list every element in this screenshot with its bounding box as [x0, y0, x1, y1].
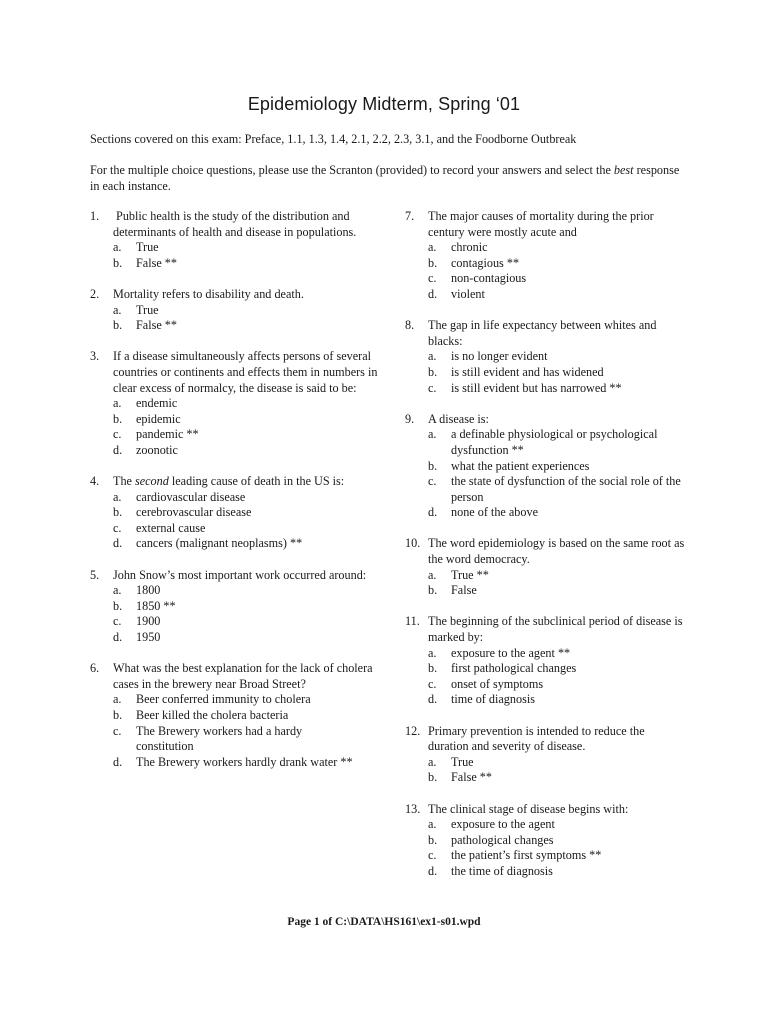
option-letter: c. [428, 380, 437, 395]
option-text: time of diagnosis [451, 692, 535, 707]
option-c [113, 614, 378, 630]
option-text: True [136, 302, 159, 317]
option-letter: c. [428, 474, 437, 489]
option-b [113, 599, 378, 615]
option-letter: b. [113, 318, 123, 333]
option-letter: c. [113, 520, 122, 535]
option-letter: d. [113, 442, 123, 457]
option-a [113, 583, 378, 599]
question-13 [405, 802, 687, 880]
option-letter: a. [428, 567, 437, 582]
question-text: The word epidemiology is based on the same root as the word democracy. [428, 536, 685, 567]
option-d [428, 287, 687, 303]
question-number: 2. [90, 286, 100, 301]
instructions-text-before: For the multiple choice questions, please use the Scranton (provided) to record your answers and select the [90, 163, 614, 177]
option-text: The Brewery workers had a hardy constitution [136, 723, 303, 754]
option-text: The Brewery workers hardly drank water ** [136, 754, 353, 769]
right-question-column [405, 209, 687, 895]
question-text: What was the best explanation for the lack of cholera cases in the brewery near Broad Street? [113, 661, 373, 691]
instructions-emphasis: best [613, 163, 634, 177]
option-letter: a. [428, 349, 437, 364]
question-text: Public health is the study of the distribution and determinants of health and disease in populations. [113, 209, 357, 239]
question-number: 5. [90, 567, 100, 582]
question-text-after: leading cause of death in the US is: [168, 474, 345, 489]
option-letter: a. [428, 754, 437, 769]
option-letter: d. [113, 536, 123, 551]
option-letter: d. [113, 630, 123, 645]
option-letter: a. [428, 645, 437, 660]
option-text: False ** [136, 318, 177, 333]
option-b [113, 505, 378, 521]
option-text: cancers (malignant neoplasms) ** [136, 536, 303, 551]
option-b [113, 318, 378, 334]
option-letter: a. [113, 240, 122, 255]
question-number: 1. [90, 209, 100, 223]
option-letter: b. [113, 598, 123, 613]
option-letter: d. [428, 286, 438, 301]
question-text: The gap in life expectancy between whites and blacks: [428, 318, 657, 348]
question-number: 4. [90, 474, 100, 489]
option-text: True ** [451, 567, 489, 582]
option-letter: c. [428, 271, 437, 286]
question-number: 11. [405, 614, 420, 629]
instructions-text-after: response in each instance. [90, 163, 680, 193]
option-letter: a. [113, 692, 122, 707]
option-b [428, 256, 687, 272]
option-c [428, 848, 687, 864]
option-text: zoonotic [136, 442, 178, 457]
option-letter: b. [113, 255, 123, 270]
option-a [113, 490, 378, 506]
option-c [428, 271, 687, 287]
option-letter: a. [428, 817, 437, 832]
option-letter: c. [113, 723, 122, 738]
question-text: The clinical stage of disease begins with: [428, 801, 629, 816]
option-text: Beer killed the cholera bacteria [136, 708, 289, 722]
option-letter: a. [113, 302, 122, 317]
option-text: first pathological changes [451, 661, 577, 676]
question-2 [90, 287, 378, 334]
sections-covered-text: Sections covered on this exam: Preface, 1.1, 1.3, 1.4, 2.1, 2.2, 2.3, 3.1, and the Foodborne Outbreak [90, 132, 577, 146]
option-b [428, 459, 687, 475]
option-text: is still evident but has narrowed ** [451, 380, 622, 395]
option-text: violent [451, 286, 485, 301]
option-text: external cause [136, 520, 206, 535]
option-a [428, 755, 687, 771]
option-text: the patient’s first symptoms ** [451, 848, 602, 863]
option-text: Beer conferred immunity to cholera [136, 692, 311, 707]
option-text: False [451, 583, 477, 598]
question-number: 8. [405, 318, 415, 333]
option-c [428, 474, 687, 505]
option-a [428, 427, 687, 458]
question-number: 13. [405, 801, 421, 816]
option-letter: b. [428, 770, 438, 785]
option-c [428, 677, 687, 693]
option-text: a definable physiological or psychological dysfunction ** [451, 427, 658, 457]
option-letter: a. [428, 240, 437, 255]
option-text: cardiovascular disease [136, 489, 246, 504]
option-b [113, 708, 378, 724]
option-letter: b. [113, 708, 123, 722]
option-letter: d. [428, 692, 438, 707]
option-d [113, 536, 378, 552]
question-number: 7. [405, 209, 415, 223]
option-text: chronic [451, 240, 488, 255]
question-text: The major causes of mortality during the prior century were mostly acute and [428, 209, 654, 239]
question-1 [90, 209, 378, 271]
option-a [113, 303, 378, 319]
option-a [428, 240, 687, 256]
option-a [428, 817, 687, 833]
option-text: False ** [451, 770, 492, 785]
option-letter: b. [428, 583, 438, 598]
option-text: True [451, 754, 474, 769]
option-b [428, 833, 687, 849]
option-letter: a. [113, 489, 122, 504]
option-text: 1850 ** [136, 598, 176, 613]
question-text: The beginning of the subclinical period of disease is marked by: [428, 614, 683, 645]
question-8 [405, 318, 687, 396]
option-letter: d. [113, 754, 123, 769]
option-text: epidemic [136, 411, 181, 426]
question-number: 10. [405, 536, 421, 551]
option-c [113, 724, 378, 755]
option-d [113, 443, 378, 459]
option-text: the state of dysfunction of the social role of the person [451, 474, 681, 504]
question-5 [90, 568, 378, 646]
question-6 [90, 661, 378, 770]
option-text: is still evident and has widened [451, 364, 604, 379]
option-letter: b. [428, 255, 438, 270]
option-letter: c. [113, 427, 122, 442]
option-a [428, 568, 687, 584]
option-d [113, 630, 378, 646]
option-letter: c. [428, 848, 437, 863]
option-a [113, 396, 378, 412]
option-text: True [136, 240, 159, 255]
option-c [113, 521, 378, 537]
page-footer: Page 1 of C:\DATA\HS161\ex1-s01.wpd [287, 916, 481, 928]
question-number: 12. [405, 723, 421, 738]
option-text: none of the above [451, 505, 538, 520]
question-9 [405, 412, 687, 521]
left-question-column [90, 209, 378, 786]
option-letter: c. [113, 614, 122, 629]
option-letter: a. [113, 583, 122, 598]
exam-title: Epidemiology Midterm, Spring ‘01 [247, 94, 521, 114]
question-text [113, 474, 378, 490]
option-text: non-contagious [451, 271, 527, 286]
option-c [428, 381, 687, 397]
question-4 [90, 474, 378, 552]
option-text: False ** [136, 255, 177, 270]
question-10 [405, 536, 687, 598]
option-letter: d. [428, 863, 438, 878]
option-text: 1800 [136, 583, 161, 598]
question-text-before: The [113, 474, 135, 489]
option-a [113, 240, 378, 256]
option-b [428, 661, 687, 677]
option-b [113, 412, 378, 428]
option-text: what the patient experiences [451, 458, 590, 473]
option-letter: c. [428, 676, 437, 691]
option-letter: b. [113, 505, 123, 520]
option-b [113, 256, 378, 272]
option-d [428, 692, 687, 708]
option-c [113, 427, 378, 443]
question-number: 3. [90, 349, 100, 364]
option-letter: a. [113, 396, 122, 411]
question-7 [405, 209, 687, 303]
option-letter: b. [428, 832, 438, 847]
multiple-choice-instructions [90, 163, 680, 194]
option-a [428, 349, 687, 365]
option-text: 1900 [136, 614, 161, 629]
question-text: If a disease simultaneously affects persons of several countries or continents and effects them in numbers in clear excess of normalcy, the disease is said to be: [113, 349, 378, 395]
option-text: exposure to the agent [451, 817, 555, 832]
option-d [113, 755, 378, 771]
option-letter: b. [428, 661, 438, 676]
option-d [428, 505, 687, 521]
option-letter: b. [428, 364, 438, 379]
option-text: contagious ** [451, 255, 520, 270]
question-text: John Snow’s most important work occurred around: [113, 567, 367, 582]
option-b [428, 770, 687, 786]
option-text: pandemic ** [136, 427, 199, 442]
option-letter: b. [113, 411, 123, 426]
question-number: 6. [90, 661, 100, 676]
option-text: exposure to the agent ** [451, 645, 571, 660]
question-text: Primary prevention is intended to reduce the duration and severity of disease. [428, 723, 645, 754]
option-letter: a. [428, 427, 437, 442]
question-text-emphasis: second [135, 474, 169, 489]
option-a [428, 646, 687, 662]
question-text: A disease is: [428, 411, 489, 426]
question-12 [405, 724, 687, 786]
question-text: Mortality refers to disability and death. [113, 286, 304, 301]
option-letter: d. [428, 505, 438, 520]
option-text: endemic [136, 396, 178, 411]
question-3 [90, 349, 378, 458]
option-b [428, 365, 687, 381]
option-text: onset of symptoms [451, 676, 544, 691]
option-text: 1950 [136, 630, 161, 645]
option-text: is no longer evident [451, 349, 548, 364]
question-11 [405, 614, 687, 708]
question-number: 9. [405, 411, 415, 426]
option-text: the time of diagnosis [451, 863, 553, 878]
option-a [113, 692, 378, 708]
option-d [428, 864, 687, 880]
option-b [428, 583, 687, 599]
option-text: pathological changes [451, 832, 554, 847]
option-letter: b. [428, 458, 438, 473]
option-text: cerebrovascular disease [136, 505, 252, 520]
